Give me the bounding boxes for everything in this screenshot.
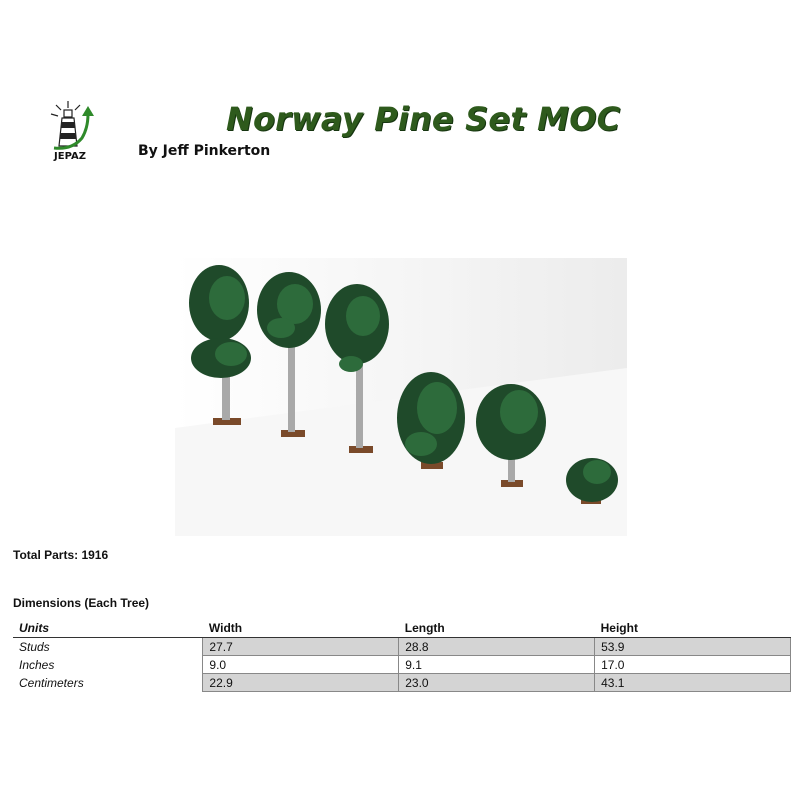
height-cell: 17.0 [595,656,791,674]
length-cell: 23.0 [399,674,595,692]
length-cell: 28.8 [399,638,595,656]
author-line: By Jeff Pinkerton [138,143,271,159]
column-header-width: Width [203,619,399,638]
table-row [13,656,791,674]
unit-cell: Inches [19,657,55,672]
column-header-units: Units [13,619,203,638]
tree-render-image [175,258,627,536]
lighthouse-icon [46,100,102,152]
width-cell: 9.0 [203,656,399,674]
unit-cell: Studs [19,639,50,654]
dimensions-heading: Dimensions (Each Tree) [13,596,150,610]
column-header-length: Length [399,619,595,638]
height-cell: 53.9 [595,638,791,656]
table-row [13,674,791,692]
column-header-height: Height [595,619,791,638]
table-header-row [13,619,791,638]
dimensions-table [13,619,791,692]
width-cell: 22.9 [203,674,399,692]
page-title: Norway Pine Set MOC [226,100,621,138]
table-row [13,638,791,656]
width-cell: 27.7 [203,638,399,656]
height-cell: 43.1 [595,674,791,692]
unit-cell: Centimeters [19,675,84,690]
jepaz-logo [46,100,102,168]
total-parts: Total Parts: 1916 [13,548,109,562]
logo-text: JEPAZ [54,151,86,162]
length-cell: 9.1 [399,656,595,674]
